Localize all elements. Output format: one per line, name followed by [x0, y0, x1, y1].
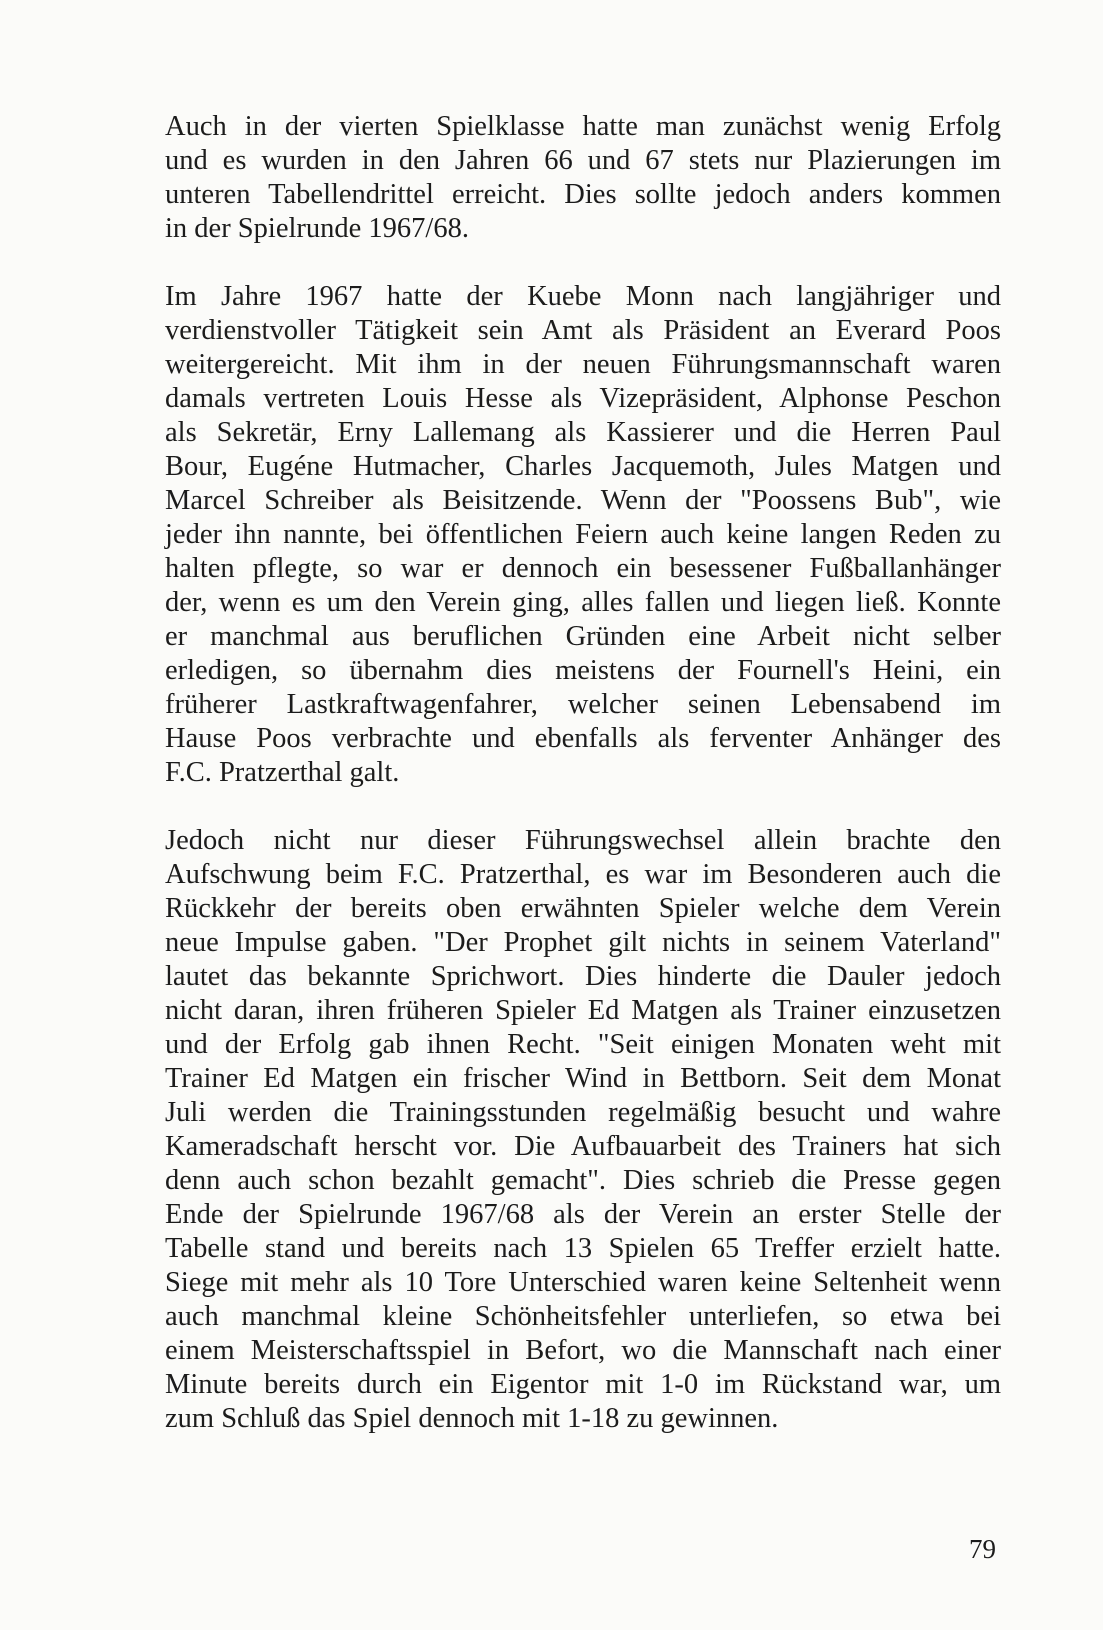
text-line: er manchmal aus beruflichen Gründen eine Arbeit nicht selber: [165, 621, 1001, 652]
page-number: 79: [969, 1534, 996, 1564]
text-line: Tabelle stand und bereits nach 13 Spielen 65 Treffer erzielt hatte.: [165, 1233, 1001, 1264]
text-line: Rückkehr der bereits oben erwähnten Spieler welche dem Verein: [165, 893, 1001, 924]
text-line: halten pflegte, so war er dennoch ein besessener Fußballanhänger: [165, 553, 1001, 584]
text-line: verdienstvoller Tätigkeit sein Amt als Präsident an Everard Poos: [165, 315, 1001, 346]
text-line: denn auch schon bezahlt gemacht". Dies schrieb die Presse gegen: [165, 1165, 1001, 1196]
text-line: Aufschwung beim F.C. Pratzerthal, es war im Besonderen auch die: [165, 859, 1001, 890]
text-line: Hause Poos verbrachte und ebenfalls als ferventer Anhänger des: [165, 723, 1001, 754]
text-line: Minute bereits durch ein Eigentor mit 1-0 im Rückstand war, um: [165, 1369, 1001, 1400]
text-line: in der Spielrunde 1967/68.: [165, 213, 469, 244]
text-line: Bour, Eugéne Hutmacher, Charles Jacquemoth, Jules Matgen und: [165, 451, 1001, 482]
text-line: und der Erfolg gab ihnen Recht. "Seit einigen Monaten weht mit: [165, 1029, 1001, 1060]
text-line: Trainer Ed Matgen ein frischer Wind in Bettborn. Seit dem Monat: [165, 1063, 1001, 1094]
paragraph-3: [165, 824, 1001, 1436]
text-line: unteren Tabellendrittel erreicht. Dies sollte jedoch anders kommen: [165, 179, 1001, 210]
text-line: auch manchmal kleine Schönheitsfehler unterliefen, so etwa bei: [165, 1301, 1001, 1332]
text-line: erledigen, so übernahm dies meistens der Fournell's Heini, ein: [165, 655, 1001, 686]
text-line: Auch in der vierten Spielklasse hatte man zunächst wenig Erfolg: [165, 111, 1001, 142]
text-line: zum Schluß das Spiel dennoch mit 1-18 zu gewinnen.: [165, 1403, 779, 1434]
text-line: Kameradschaft herscht vor. Die Aufbauarbeit des Trainers hat sich: [165, 1131, 1001, 1162]
text-line: Juli werden die Trainingsstunden regelmäßig besucht und wahre: [165, 1097, 1001, 1128]
text-line: Im Jahre 1967 hatte der Kuebe Monn nach langjähriger und: [165, 281, 1001, 312]
text-line: Marcel Schreiber als Beisitzende. Wenn der "Poossens Bub", wie: [165, 485, 1001, 516]
text-line: und es wurden in den Jahren 66 und 67 stets nur Plazierungen im: [165, 145, 1001, 176]
text-line: Ende der Spielrunde 1967/68 als der Verein an erster Stelle der: [165, 1199, 1001, 1230]
body-text: [165, 110, 1001, 1436]
text-line: F.C. Pratzerthal galt.: [165, 757, 400, 788]
text-line: weitergereicht. Mit ihm in der neuen Führungsmannschaft waren: [165, 349, 1001, 380]
text-line: Jedoch nicht nur dieser Führungswechsel allein brachte den: [165, 825, 1001, 856]
text-line: neue Impulse gaben. "Der Prophet gilt nichts in seinem Vaterland": [165, 927, 1001, 958]
text-line: einem Meisterschaftsspiel in Befort, wo die Mannschaft nach einer: [165, 1335, 1001, 1366]
text-line: früherer Lastkraftwagenfahrer, welcher seinen Lebensabend im: [165, 689, 1001, 720]
text-line: Siege mit mehr als 10 Tore Unterschied waren keine Seltenheit wenn: [165, 1267, 1001, 1298]
text-line: jeder ihn nannte, bei öffentlichen Feiern auch keine langen Reden zu: [165, 519, 1001, 550]
paragraph-gap: [165, 246, 1001, 280]
text-line: nicht daran, ihren früheren Spieler Ed Matgen als Trainer einzusetzen: [165, 995, 1001, 1026]
paragraph-1: [165, 110, 1001, 246]
text-line: als Sekretär, Erny Lallemang als Kassierer und die Herren Paul: [165, 417, 1001, 448]
paragraph-gap: [165, 790, 1001, 824]
text-line: der, wenn es um den Verein ging, alles fallen und liegen ließ. Konnte: [165, 587, 1001, 618]
text-line: damals vertreten Louis Hesse als Vizepräsident, Alphonse Peschon: [165, 383, 1001, 414]
paragraph-2: [165, 280, 1001, 790]
text-line: lautet das bekannte Sprichwort. Dies hinderte die Dauler jedoch: [165, 961, 1001, 992]
